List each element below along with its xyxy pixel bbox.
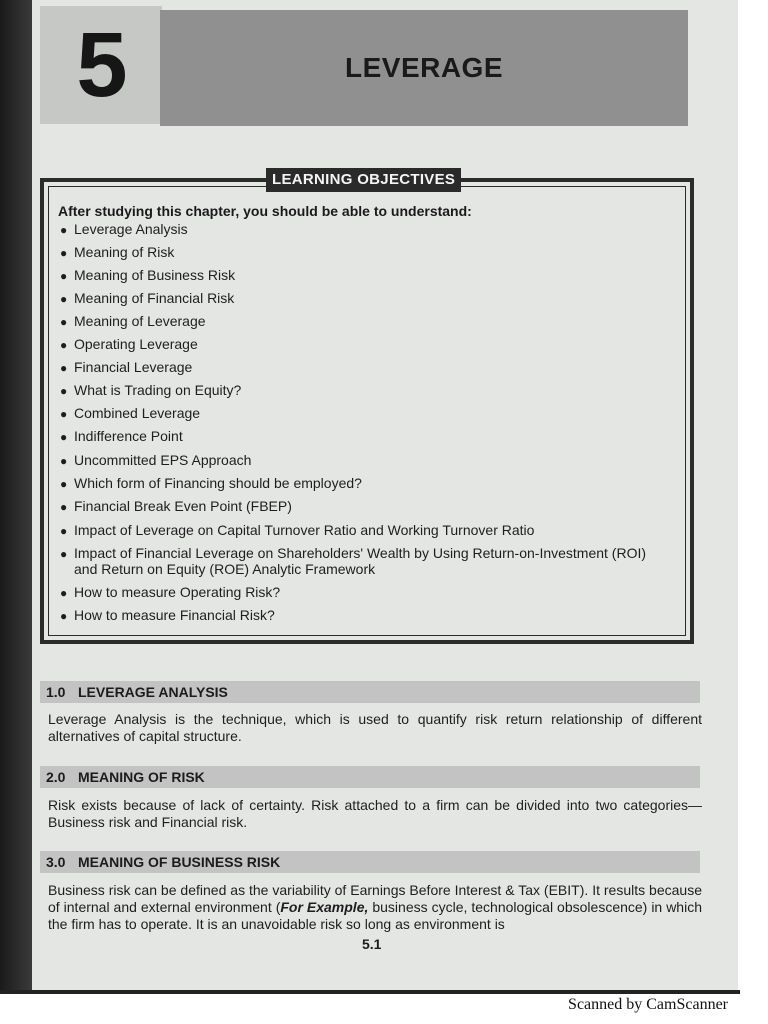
section-heading: 3.0 MEANING OF BUSINESS RISK [46, 854, 281, 870]
objective-item: ● How to measure Financial Risk? [60, 607, 275, 623]
section-paragraph: Leverage Analysis is the technique, which is used to quantify risk return relationship of different alternatives of capital structure. [48, 711, 702, 744]
objective-item: ● Meaning of Financial Risk [60, 290, 235, 306]
section-paragraph: Business risk can be defined as the variability of Earnings Before Interest & Tax (EBIT). It results because of internal and external environment (For Example, business cycle, technological obsolescence) in which the firm has to operate. It is an unavoidable risk so long as environment is [48, 882, 702, 932]
objective-item: ● Operating Leverage [60, 336, 198, 352]
objective-item: ● Meaning of Risk [60, 244, 175, 260]
objectives-intro: After studying this chapter, you should be able to understand: [58, 203, 472, 219]
scan-left-edge [0, 0, 32, 992]
learning-objectives-label: LEARNING OBJECTIVES [266, 168, 461, 192]
chapter-number: 5 [76, 13, 128, 116]
objective-item: ● Financial Break Even Point (FBEP) [60, 498, 292, 514]
objective-item: ● Combined Leverage [60, 405, 201, 421]
section-heading: 1.0 LEVERAGE ANALYSIS [46, 684, 228, 700]
objective-item: ● Impact of Financial Leverage on Shareholders' Wealth by Using Return-on-Investment (ROI) and Return on Equity (ROE) Analytic Framework [60, 545, 647, 577]
section-heading: 2.0 MEANING OF RISK [46, 769, 205, 785]
section-paragraph: Risk exists because of lack of certainty. Risk attached to a firm can be divided into two categories— Business risk and Financial risk. [48, 797, 702, 830]
objective-item: ● Meaning of Business Risk [60, 267, 236, 283]
objective-item: ● Financial Leverage [60, 359, 193, 375]
objective-item: ● Which form of Financing should be employed? [60, 475, 362, 491]
scanner-watermark: Scanned by CamScanner [568, 996, 728, 1013]
page-number: 5.1 [362, 936, 382, 952]
scan-bottom-edge [0, 990, 740, 994]
objective-item: ● How to measure Operating Risk? [60, 584, 281, 600]
objective-item: ● Uncommitted EPS Approach [60, 452, 252, 468]
objective-item: ● Indifference Point [60, 428, 183, 444]
document-page [32, 0, 738, 992]
objective-item: ● Meaning of Leverage [60, 313, 206, 329]
objective-item: ● Leverage Analysis [60, 221, 188, 237]
chapter-title: LEVERAGE [344, 52, 504, 83]
objective-item: ● What is Trading on Equity? [60, 382, 242, 398]
objective-item: ● Impact of Leverage on Capital Turnover Ratio and Working Turnover Ratio [60, 522, 535, 538]
